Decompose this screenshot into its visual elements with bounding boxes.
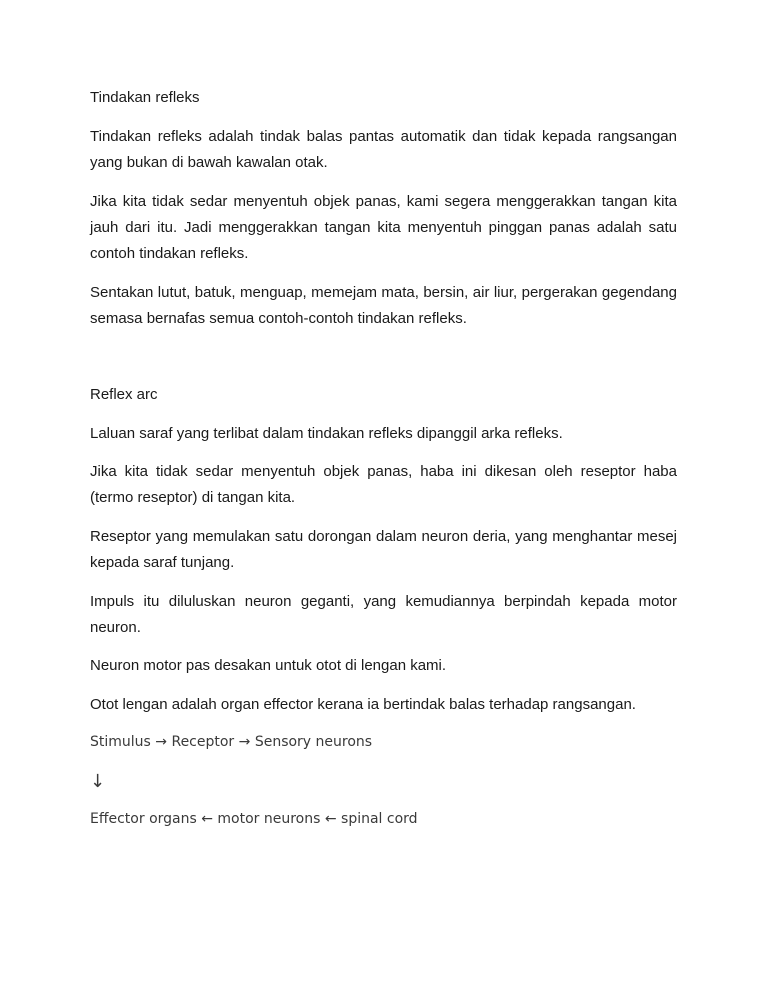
section-heading-reflex-action: Tindakan refleks (90, 89, 200, 106)
paragraph: Otot lengan adalah organ effector kerana ia bertindak balas terhadap rangsangan. (90, 696, 636, 713)
paragraph: Sentakan lutut, batuk, menguap, memejam mata, bersin, air liur, pergerakan gegendang semasa bernafas semua contoh-contoh tindakan refleks. (90, 284, 677, 327)
paragraph: Jika kita tidak sedar menyentuh objek panas, kami segera menggerakkan tangan kita jauh dari itu. Jadi menggerakkan tangan kita menyentuh pinggan panas adalah satu contoh tindakan refleks. (90, 193, 677, 262)
paragraph: Reseptor yang memulakan satu dorongan dalam neuron deria, yang menghantar mesej kepada saraf tunjang. (90, 528, 677, 571)
paragraph: Tindakan refleks adalah tindak balas pantas automatik dan tidak kepada rangsangan yang bukan di bawah kawalan otak. (90, 128, 677, 171)
reflex-arc-flow-line-1: Stimulus → Receptor → Sensory neurons (90, 734, 373, 750)
reflex-arc-flow-line-2: Effector organs ← motor neurons ← spinal cord (90, 811, 418, 827)
paragraph: Neuron motor pas desakan untuk otot di lengan kami. (90, 657, 447, 674)
paragraph: Jika kita tidak sedar menyentuh objek panas, haba ini dikesan oleh reseptor haba (termo reseptor) di tangan kita. (90, 463, 677, 506)
section-heading-reflex-arc: Reflex arc (90, 386, 158, 403)
down-arrow-icon: ↓ (90, 771, 106, 792)
paragraph: Laluan saraf yang terlibat dalam tindakan refleks dipanggil arka refleks. (90, 425, 563, 442)
paragraph: Impuls itu diluluskan neuron geganti, yang kemudiannya berpindah kepada motor neuron. (90, 593, 677, 636)
